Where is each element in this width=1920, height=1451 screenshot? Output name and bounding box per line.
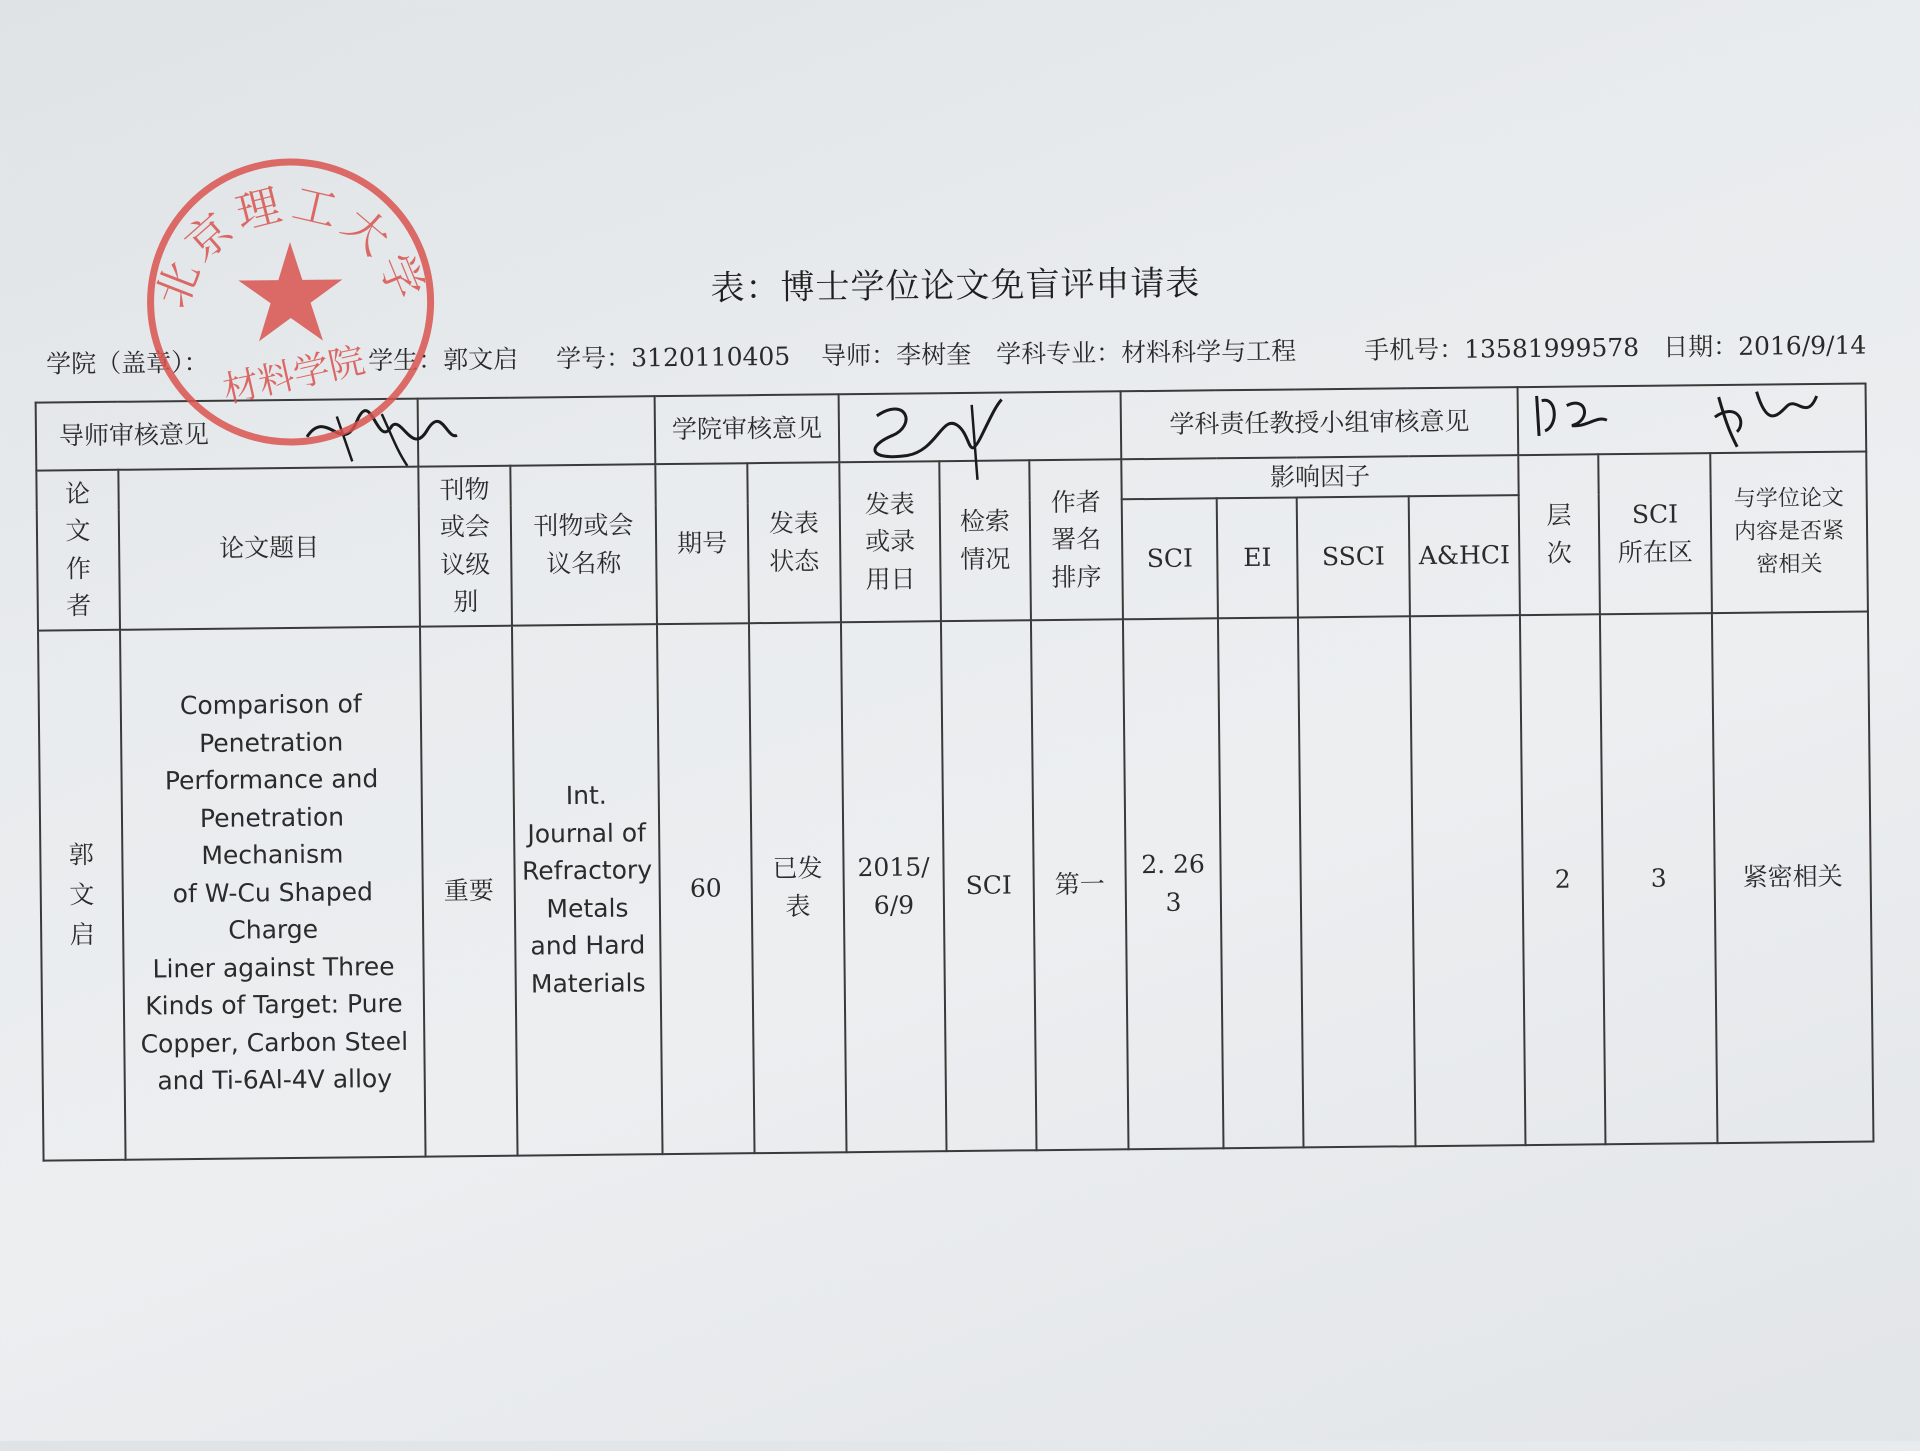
- cell-sci: 2. 26 3: [1123, 618, 1224, 1149]
- header-level: 刊物 或会 议级 别: [418, 466, 512, 626]
- seal-subtext: 材料学院: [219, 339, 369, 412]
- cell-status: 已发 表: [749, 622, 847, 1153]
- form-date: 日期：2016/9/14: [1662, 330, 1867, 362]
- header-author: 论 文 作 者: [36, 470, 120, 630]
- application-table: [35, 382, 1875, 1161]
- header-sci-zone: SCI 所在区: [1598, 453, 1712, 614]
- cell-level: 重要: [420, 625, 518, 1156]
- committee-signature-cell: [1518, 383, 1867, 455]
- cell-title: Comparison of Penetration Performance and Penetration Mechanism of W-Cu Shaped Charge Liner against Three Kinds of Target: Pure Copper, Carbon Steel and Ti-6Al-4V alloy: [120, 626, 426, 1159]
- header-rank: 作者 署名 排序: [1029, 459, 1123, 619]
- committee-opinion-label: 学科责任教授小组审核意见: [1121, 387, 1519, 459]
- header-impact: 影响因子: [1121, 455, 1518, 499]
- header-issue: 期号: [655, 463, 749, 623]
- cell-sci-zone: 3: [1600, 613, 1718, 1144]
- cell-journal: Int. Journal of Refractory Metals and Hard Materials: [512, 624, 663, 1155]
- header-sci: SCI: [1122, 498, 1218, 619]
- header-pub-date: 发表 或录 用日: [839, 461, 941, 622]
- advisor-name: 导师：李树奎: [821, 339, 972, 371]
- table-row: [38, 611, 1873, 1160]
- cell-tier: 2: [1520, 614, 1606, 1145]
- college-seal: [134, 145, 447, 458]
- college-label: 学院（盖章）：: [46, 347, 209, 379]
- cell-ei: [1218, 617, 1304, 1148]
- cell-pub-date: 2015/ 6/9: [841, 621, 947, 1152]
- student-name: 学生：郭文启: [368, 344, 519, 376]
- cell-index: SCI: [941, 620, 1037, 1151]
- header-title: 论文题目: [118, 467, 420, 630]
- college-signature-cell: [839, 391, 1122, 462]
- header-tier: 层 次: [1518, 454, 1600, 614]
- form-title: 表：博士学位论文免盲评申请表: [710, 263, 1201, 309]
- header-ssci: SSCI: [1297, 496, 1410, 617]
- header-ei: EI: [1217, 497, 1298, 618]
- cell-rank: 第一: [1031, 619, 1129, 1150]
- student-number: 学号：3120110405: [556, 341, 791, 374]
- seal-text: 北京理工大学: [146, 178, 435, 315]
- header-journal: 刊物或会 议名称: [510, 464, 657, 625]
- college-opinion-label: 学院审核意见: [655, 394, 840, 464]
- cell-ssci: [1298, 616, 1416, 1147]
- phone-number: 手机号：13581999578: [1363, 332, 1640, 365]
- cell-relevance: 紧密相关: [1712, 611, 1874, 1143]
- header-index: 检索 情况: [939, 460, 1031, 620]
- cell-ahci: [1410, 615, 1526, 1146]
- major-field: 学科专业：材料科学与工程: [996, 336, 1297, 369]
- advisor-opinion-label: 导师审核意见: [36, 399, 419, 471]
- cell-issue: 60: [657, 623, 755, 1154]
- advisor-signature-cell: [418, 396, 656, 466]
- header-status: 发表 状态: [747, 462, 841, 622]
- header-relevance: 与学位论文 内容是否紧 密相关: [1710, 451, 1868, 612]
- seal-star-icon: [238, 241, 343, 341]
- cell-author: 郭 文 启: [38, 629, 126, 1160]
- header-ahci: A&HCI: [1409, 495, 1520, 616]
